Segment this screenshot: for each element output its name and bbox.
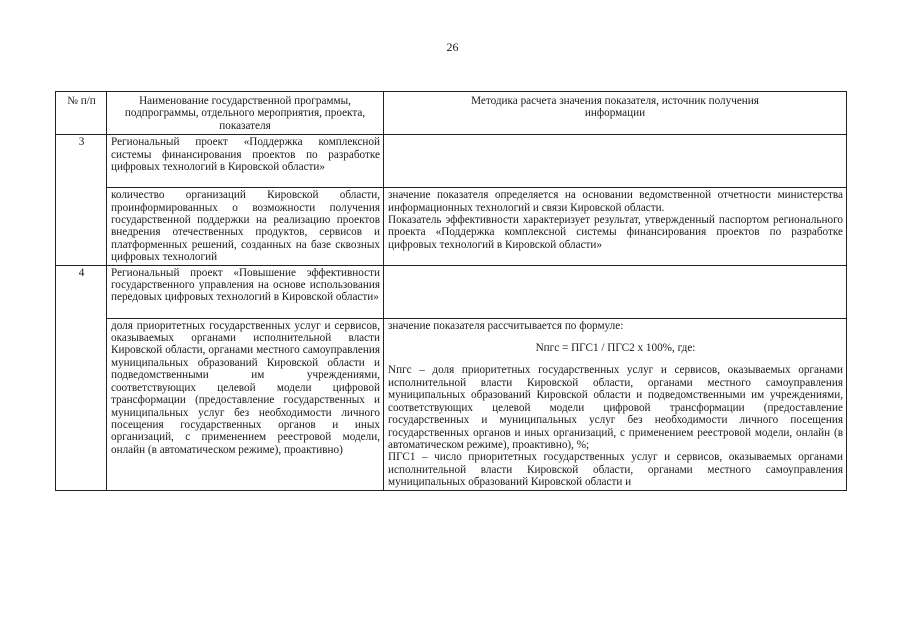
row-num: 3 [56, 135, 107, 265]
header-method: Методика расчета значения показателя, источник получения информации [384, 92, 847, 135]
indicator-method [384, 318, 847, 490]
method-paragraph: Показатель эффективности характеризует результат, утвержденный паспортом регионального проекта «Поддержка комплексной системы финансирования проектов по разработке цифровых технологий в Кировской области» [388, 214, 843, 251]
definition-paragraph: Nпгс – доля приоритетных государственных услуг и сервисов, оказываемых органами исполнительной власти Кировской области, органами местного самоуправления муниципальных образований Кировской области и подведомственными им учреждениями, соответствующих целевой модели цифровой трансформации (предоставление государственных и муниципальных услуг без необходимости личного посещения государственных органов и иных организаций, с применением реестровой модели, онлайн (в автоматическом режиме), проактивно), %; [388, 364, 843, 451]
table-header-row [56, 92, 847, 135]
indicator-name: количество организаций Кировской области, проинформированных о возможности получения государственной поддержки на реализацию проектов внедрения отечественных продуктов, сервисов и платформенных решений, созданных на базе сквозных цифровых технологий [107, 188, 384, 265]
project-name: Региональный проект «Повышение эффективности государственного управления на основе использования передовых цифровых технологий в Кировской области» [107, 265, 384, 318]
method-paragraph: значение показателя определяется на основании ведомственной отчетности министерства информационных технологий и связи Кировской области. [388, 189, 843, 214]
methodology-table [55, 91, 847, 491]
definition-paragraph: ПГС1 – число приоритетных государственных услуг и сервисов, оказываемых органами исполнительной власти Кировской области, органами местного самоуправления муниципальных образований Кировской области и [388, 451, 843, 489]
table-row [56, 188, 847, 265]
table-row [56, 135, 847, 188]
table-row [56, 318, 847, 490]
header-name: Наименование государственной программы, подпрограммы, отдельного мероприятия, проекта, показателя [107, 92, 384, 135]
indicator-name: доля приоритетных государственных услуг и сервисов, оказываемых органами исполнительной власти Кировской области, органами местного самоуправления муниципальных образований Кировской области и подведомственными им учреждениями, соответствующих целевой модели цифровой трансформации (предоставление государственных и муниципальных услуг без необходимости личного посещения государственных органов и иных организаций, с применением реестровой модели, онлайн (в автоматическом режиме), проактивно) [107, 318, 384, 490]
page-number: 26 [446, 40, 459, 54]
method-intro: значение показателя рассчитывается по формуле: [388, 319, 624, 332]
indicator-method [384, 188, 847, 265]
project-name: Региональный проект «Поддержка комплексной системы финансирования проектов по разработке цифровых технологий в Кировской области» [107, 135, 384, 188]
project-method-empty [384, 135, 847, 188]
project-method-empty [384, 265, 847, 318]
table-row [56, 265, 847, 318]
header-num: № п/п [56, 92, 107, 135]
formula: Nпгс = ПГС1 / ПГС2 х 100%, где: [535, 342, 696, 355]
row-num: 4 [56, 265, 107, 490]
